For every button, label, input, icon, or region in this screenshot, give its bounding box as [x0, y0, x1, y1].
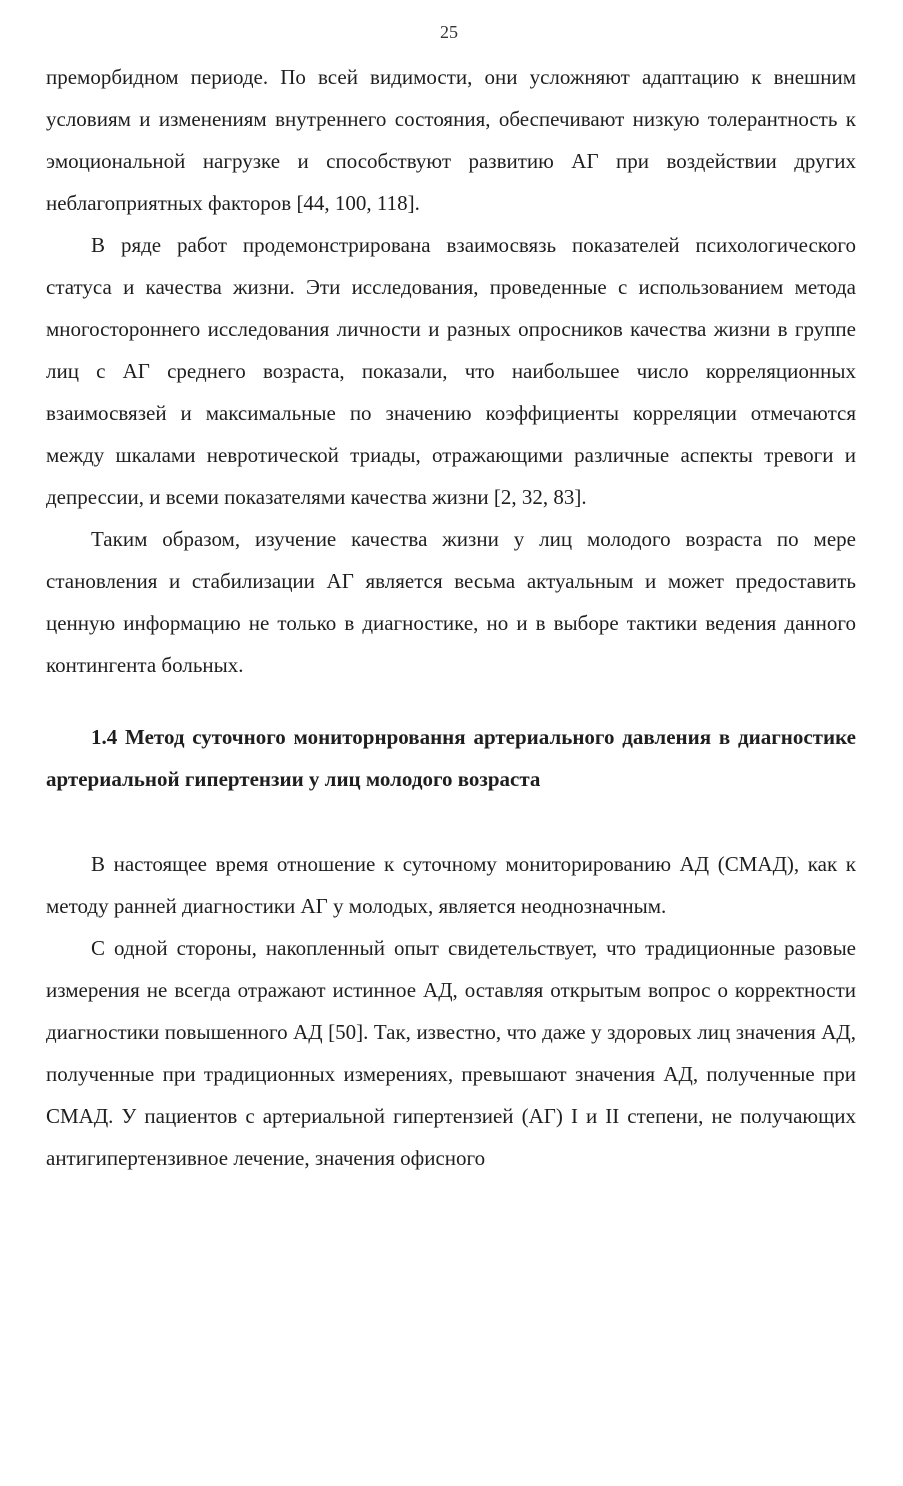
paragraph-quality-of-life-conclusion: Таким образом, изучение качества жизни у лиц молодого возраста по мере становления и стабилизации АГ является весьма актуальным и может предоставить ценную информацию не только в диагностике, но и в выборе тактики ведения данного контингента больных.: [46, 527, 856, 677]
page-number: 25: [440, 22, 458, 42]
paragraph-continuation: преморбидном периоде. По всей видимости, они усложняют адаптацию к внешним условиям и изменениям внутреннего состояния, обеспечивают низкую толерантность к эмоциональной нагрузке и способствуют развитию АГ при воздействии других неблагоприятных факторов [44, 100, 118].: [46, 65, 856, 215]
section-heading: 1.4 Метод суточного мониторнровання артериального давления в диагностике артериальной гипертензии у лиц молодого возраста: [46, 725, 856, 791]
paragraph-smad-intro: В настоящее время отношение к суточному мониторированию АД (СМАД), как к методу ранней диагностики АГ у молодых, является неоднозначным.: [46, 852, 856, 918]
paragraph-psychological-status: В ряде работ продемонстрирована взаимосвязь показателей психологического статуса и качества жизни. Эти исследования, проведенные с использованием метода многостороннего исследования личности и разных опросников качества жизни в группе лиц с АГ среднего возраста, показали, что наибольшее число корреляционных взаимосвязей и максимальные по значению коэффициенты корреляции отмечаются между шкалами невротической триады, отражающими различные аспекты тревоги и депрессии, и всеми показателями качества жизни [2, 32, 83].: [46, 233, 856, 509]
page-content: [46, 56, 856, 1179]
paragraph-traditional-measurements: С одной стороны, накопленный опыт свидетельствует, что традиционные разовые измерения не всегда отражают истинное АД, оставляя открытым вопрос о корректности диагностики повышенного АД [50]. Так, известно, что даже у здоровых лиц значения АД, полученные при традиционных измерениях, превышают значения АД, полученные при СМАД. У пациентов с артериальной гипертензией (АГ) I и II степени, не получающих антигипертензивное лечение, значения офисного: [46, 936, 856, 1170]
